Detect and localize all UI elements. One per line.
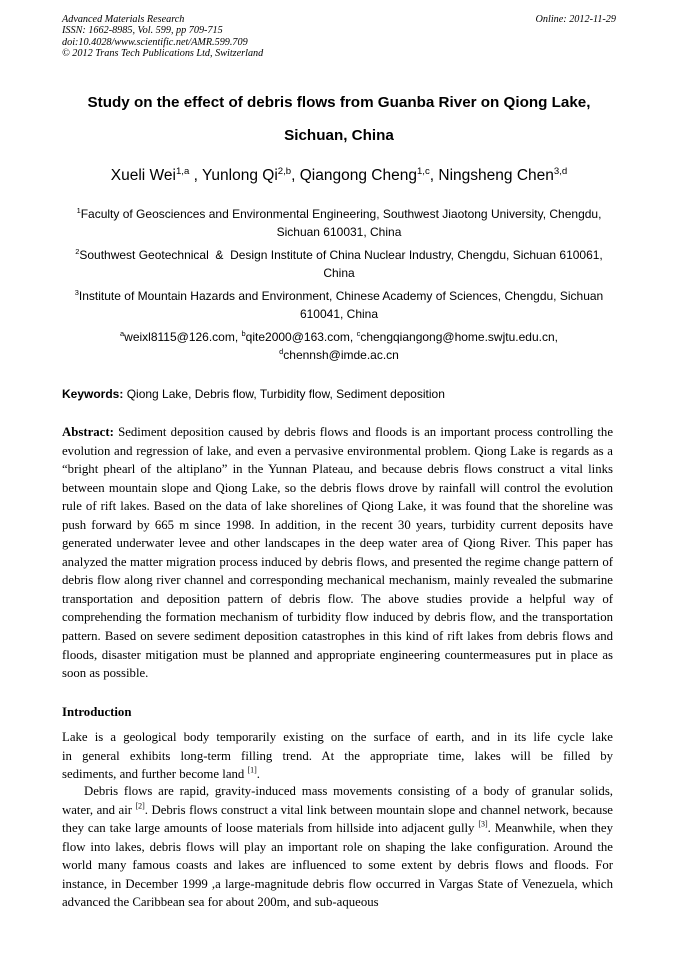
email-mark: c (356, 329, 361, 338)
email-link[interactable]: chengqiangong@home.swjtu.edu.cn, (360, 330, 558, 344)
abstract-text: Sediment deposition caused by debris flows and floods is an important process controlling the evolution and regression of lake, and even a pervasive environmental problem. Qiong Lake is regards as a “bright phearl of the altiplano” in the Yunnan Plateau, and because debris flows construct a vital links between mountain slope and Qiong Lake, so the debris flows drove by rainfall will control the evolution rule of rift lakes. Based on the data of lake shorelines of Qiong Lake, it was found that the shoreline was push forward by 665 m since 1998. In addition, in the recent 30 years, turbidity current deposits have generated underwater levee and other landscapes in the deep water area of Qiong River. This paper has analyzed the matter migration process induced by debris flows, and presented the regime change pattern of debris flow along river channel and corresponding mechanical mechanism, mainly revealed the submarine transportation and deposition pattern of debris flow. The above studies provide a helpful way of comprehending the formation mechanism of turbidity flow induced by debris flow, and the transportation pattern. Based on severe sediment deposition catastrophes in this kind of rift lakes from debris flows and floods, disaster mitigation must be planned and appropriate engineering countermeasures put in place as soon as possible. (62, 425, 613, 681)
paragraph-text: Debris flows are rapid, gravity-induced mass movements consisting of a body of granular solids, water, and air (62, 784, 613, 817)
affiliation-text: Sichuan 610031, China (276, 225, 402, 239)
email-mark: a (120, 329, 125, 338)
author-name: Ningsheng Chen (438, 167, 554, 184)
intro-paragraph-1 (62, 728, 613, 784)
author-affiliation-mark: 2,b (277, 165, 292, 177)
keywords-label: Keywords: (62, 387, 124, 401)
affiliation-text: China (323, 266, 355, 280)
journal-name: Advanced Materials Research (62, 14, 185, 25)
author-affiliation-mark: 1,a (175, 165, 190, 177)
affiliation-text: Southwest Geotechnical & Design Institute of China Nuclear Industry, Chengdu, Sichuan 610061, (79, 248, 603, 262)
abstract (62, 423, 613, 683)
author-name: Yunlong Qi (201, 167, 278, 184)
author-name: Qiangong Cheng (299, 167, 417, 184)
paragraph-text: . Meanwhile, when they flow into lakes, debris flows will play an important role on shaping the lake configuration. Around the world many famous coasts and lakes are influenced to some extent by debris flows and floods. For instance, in December 1999 ,a large-magnitude debris flow occurred in Vargas State of Venezuela, which advanced the Caribbean sea for about 200m, and sub-aqueous (62, 821, 613, 910)
affiliation-number: 3 (74, 288, 79, 297)
doi-line[interactable]: doi:10.4028/www.scientific.net/AMR.599.709 (62, 36, 248, 48)
online-date: Online: 2012-11-29 (535, 14, 616, 25)
citation-1[interactable]: [1] (247, 765, 257, 775)
author-name: Xueli Wei (110, 167, 176, 184)
author-separator: , (291, 167, 300, 184)
author-separator: , (189, 167, 202, 184)
affiliation-number: 2 (75, 247, 80, 256)
author-separator: , (429, 167, 439, 184)
author-affiliation-mark: 1,c (416, 165, 430, 177)
email-link[interactable]: weixl8115@126.com, (124, 330, 242, 344)
email-link[interactable]: qite2000@163.com, (245, 330, 357, 344)
text-line: . (256, 767, 260, 782)
text-line: sediments, and further become land (62, 767, 248, 782)
email-mark: b (241, 329, 246, 338)
author-affiliation-mark: 3,d (553, 165, 568, 177)
affiliation-number: 1 (76, 206, 81, 215)
email-mark: d (279, 347, 284, 356)
journal-header (62, 14, 616, 60)
paper-title-line-1: Study on the effect of debris flows from Guanba River on Qiong Lake, (87, 94, 591, 111)
author-list (40, 167, 638, 185)
affiliation-2 (62, 246, 616, 282)
email-link[interactable]: chennsh@imde.ac.cn (283, 348, 399, 362)
intro-paragraph-2 (62, 782, 613, 912)
keywords-text: Qiong Lake, Debris flow, Turbidity flow, Sediment deposition (123, 387, 445, 401)
citation-3[interactable]: [3] (478, 819, 488, 829)
abstract-label: Abstract: (62, 425, 114, 439)
paper-title-line-2: Sichuan, China (284, 127, 394, 144)
section-heading-introduction: Introduction (62, 705, 132, 719)
text-line: in general exhibits long-term filling trend. At the appropriate time, lakes will be filled by (62, 748, 613, 763)
issn-line: ISSN: 1662-8985, Vol. 599, pp 709-715 (62, 25, 223, 37)
affiliation-text: Faculty of Geosciences and Environmental Engineering, Southwest Jiaotong University, Chengdu, (80, 207, 602, 221)
text-line: Lake is a geological body temporarily existing on the surface of earth, and in its life cycle lake (62, 730, 613, 744)
citation-2[interactable]: [2] (135, 801, 145, 811)
affiliation-1 (62, 205, 616, 241)
email-list (62, 328, 616, 364)
paragraph-text: . Debris flows construct a vital link between mountain slope and channel network, because they can take large amounts of loose materials from hillside into adjacent gully (62, 802, 613, 836)
affiliation-text: 610041, China (299, 307, 379, 321)
affiliation-3 (62, 287, 616, 323)
affiliation-text: Institute of Mountain Hazards and Environment, Chinese Academy of Sciences, Chengdu, Sichuan (78, 289, 604, 303)
copyright-line: © 2012 Trans Tech Publications Ltd, Switzerland (62, 48, 264, 60)
keywords (62, 387, 616, 401)
